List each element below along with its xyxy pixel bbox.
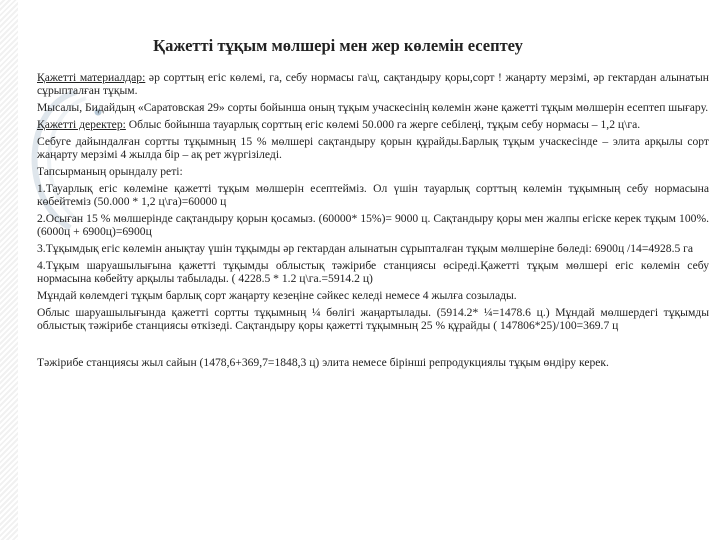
- paragraph-text: 4.Тұқым шаруашылығына қажетті тұқымды облыстық тәжірибе станциясы өсіреді.Қажетті тұқым мөлшері егіс көлемін себу нормасына көбейту арқылы табылады. ( 4228.5 * 1.2 ц\га.=5914.2 ц): [37, 259, 709, 285]
- paragraph-materials: [37, 71, 709, 97]
- page-title: Қажетті тұқым мөлшері мен жер көлемін есептеу: [153, 36, 523, 55]
- paragraph-text: 2.Осыған 15 % мөлшерінде сақтандыру қорын қосамыз. (60000* 15%)= 9000 ц. Сақтандыру қоры мен жалпы егіске керек тұқым 100%. (6000ц + 6900ц)=6900ц: [37, 212, 709, 238]
- paragraph-text: Мұндай көлемдегі тұқым барлық сорт жаңарту кезеңіне сәйкес келеді немесе 4 жылға созылады.: [37, 289, 517, 302]
- paragraph-text: 1.Тауарлық егіс көлеміне қажетті тұқым мөлшерін есептейміз. Ол үшін тауарлық сорттың көлемін тұқымның себу нормасына көбейтеміз (50.000 * 1,2 ц\га)=60000 ц: [37, 182, 709, 208]
- paragraph-label: Қажетті материалдар:: [37, 71, 146, 84]
- paragraph-label: Қажетті деректер:: [37, 118, 126, 131]
- paragraph-text: 3.Тұқымдық егіс көлемін анықтау үшін тұқымды әр гектардан алынатын сұрыпталған тұқым мөлшеріне бөледі: 6900ц /14=4928.5 га: [37, 242, 694, 255]
- paragraph-text: әр сорттың егіс көлемі, га, себу нормасы га\ц, сақтандыру қоры,сорт ! жаңарту мерзімі, әр гектардан алынатын сұрыпталған тұқым.: [37, 71, 709, 97]
- slide-body: [37, 71, 709, 373]
- paragraph-step-2: [37, 212, 709, 238]
- paragraph-renewal: [37, 289, 709, 302]
- paragraph-text: Облыс шаруашылығында қажетті сортты тұқымның ¼ бөлігі жаңартылады. (5914.2* ¼=1478.6 ц.) Мұндай мөлшердегі тұқымды облыстық тәжірибе станциясы өткізеді. Сақтандыру қоры қажетті тұқымның 25 % құрайды ( 147806*25)/100=369.7 ц: [37, 306, 709, 332]
- paragraph-step-3: [37, 242, 709, 255]
- paragraph-text: Себуге дайындалған сортты тұқымның 15 % мөлшері сақтандыру қорын құрайды.Барлық тұқым учаскесінде – элита арқылы сорт жаңарту мерзімі 4 жылда бір – ақ рет жүргізіледі.: [37, 135, 709, 161]
- paragraph-text: Облыс бойынша тауарлық сорттың егіс көлемі 50.000 га жерге себілеңі, тұқым себу нормасы – 1,2 ц\га.: [125, 118, 641, 131]
- paragraph-step-1: [37, 182, 709, 208]
- paragraph-example: [37, 101, 709, 114]
- paragraph-text: Тапсырманың орындалу реті:: [37, 165, 183, 178]
- paragraph-text: Тәжірибе станциясы жыл сайын (1478,6+369,7=1848,3 ц) элита немесе бірінші репродукциялы тұқым өндіру керек.: [37, 356, 609, 369]
- paragraph-reserve: [37, 135, 709, 161]
- paragraph-step-4: [37, 259, 709, 285]
- paragraph-quarter: [37, 306, 709, 332]
- paragraph-conclusion: [37, 356, 709, 369]
- paragraph-data: [37, 118, 709, 131]
- paragraph-task-order: [37, 165, 709, 178]
- paragraph-text: Мысалы, Бидайдың «Саратовская 29» сорты бойынша оның тұқым учаскесінің көлемін және қажетті тұқым мөлшерін есептеп шығару.: [37, 101, 709, 114]
